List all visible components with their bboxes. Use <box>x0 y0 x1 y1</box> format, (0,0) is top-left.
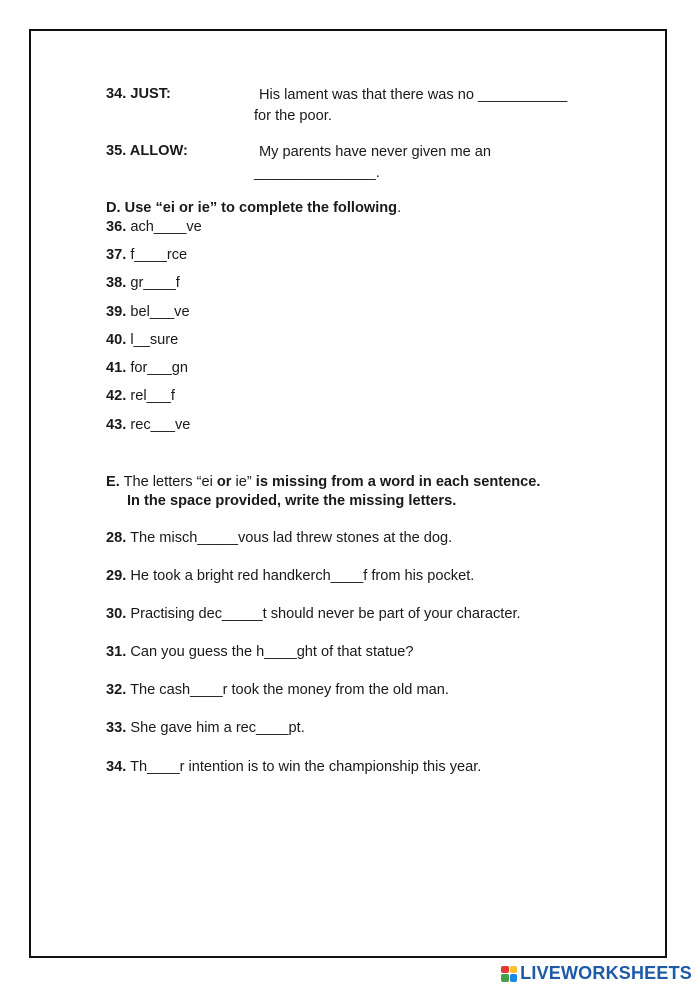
section-e-item-28: 28. The misch_____vous lad threw stones at the dog. <box>106 530 453 546</box>
vocab-word-35: 35. ALLOW: <box>106 143 188 159</box>
vocab-sentence-34-line1: His lament was that there was no ___________ <box>259 87 568 103</box>
vocab-word-34: 34. JUST: <box>106 86 171 102</box>
vocab-sentence-34-line2: for the poor. <box>254 108 332 124</box>
vocab-sentence-35-line1: My parents have never given me an <box>259 144 492 160</box>
section-d-item-37: 37. f____rce <box>106 247 188 263</box>
vocab-sentence-35-line2: _______________. <box>254 165 380 181</box>
section-d-item-39: 39. bel___ve <box>106 304 190 320</box>
section-e-item-33: 33. She gave him a rec____pt. <box>106 720 305 736</box>
liveworksheets-logo[interactable] <box>501 963 692 984</box>
section-d-item-36: 36. ach____ve <box>106 219 202 235</box>
section-d-item-43: 43. rec___ve <box>106 417 191 433</box>
section-e-item-34: 34. Th____r intention is to win the championship this year. <box>106 759 482 775</box>
brand-name: LIVEWORKSHEETS <box>520 963 692 983</box>
liveworksheets-logo-icon <box>501 966 517 982</box>
vocab-sentence-35 <box>254 142 491 184</box>
section-d-item-41: 41. for___gn <box>106 360 188 376</box>
section-e-item-30: 30. Practising dec_____t should never be part of your character. <box>106 606 521 622</box>
section-e-item-31: 31. Can you guess the h____ght of that statue? <box>106 644 414 660</box>
section-d-item-42: 42. rel___f <box>106 388 175 404</box>
vocab-sentence-34 <box>254 85 567 127</box>
section-d-heading: D. Use “ei or ie” to complete the following. <box>106 200 402 216</box>
section-e-item-32: 32. The cash____r took the money from the old man. <box>106 682 449 698</box>
section-e-heading-line1: E. The letters “ei or ie” is missing from a word in each sentence. <box>106 474 541 490</box>
section-e-heading-line2: In the space provided, write the missing letters. <box>127 493 457 509</box>
section-e-item-29: 29. He took a bright red handkerch____f from his pocket. <box>106 568 475 584</box>
section-d-item-38: 38. gr____f <box>106 275 180 291</box>
section-d-item-40: 40. l__sure <box>106 332 179 348</box>
